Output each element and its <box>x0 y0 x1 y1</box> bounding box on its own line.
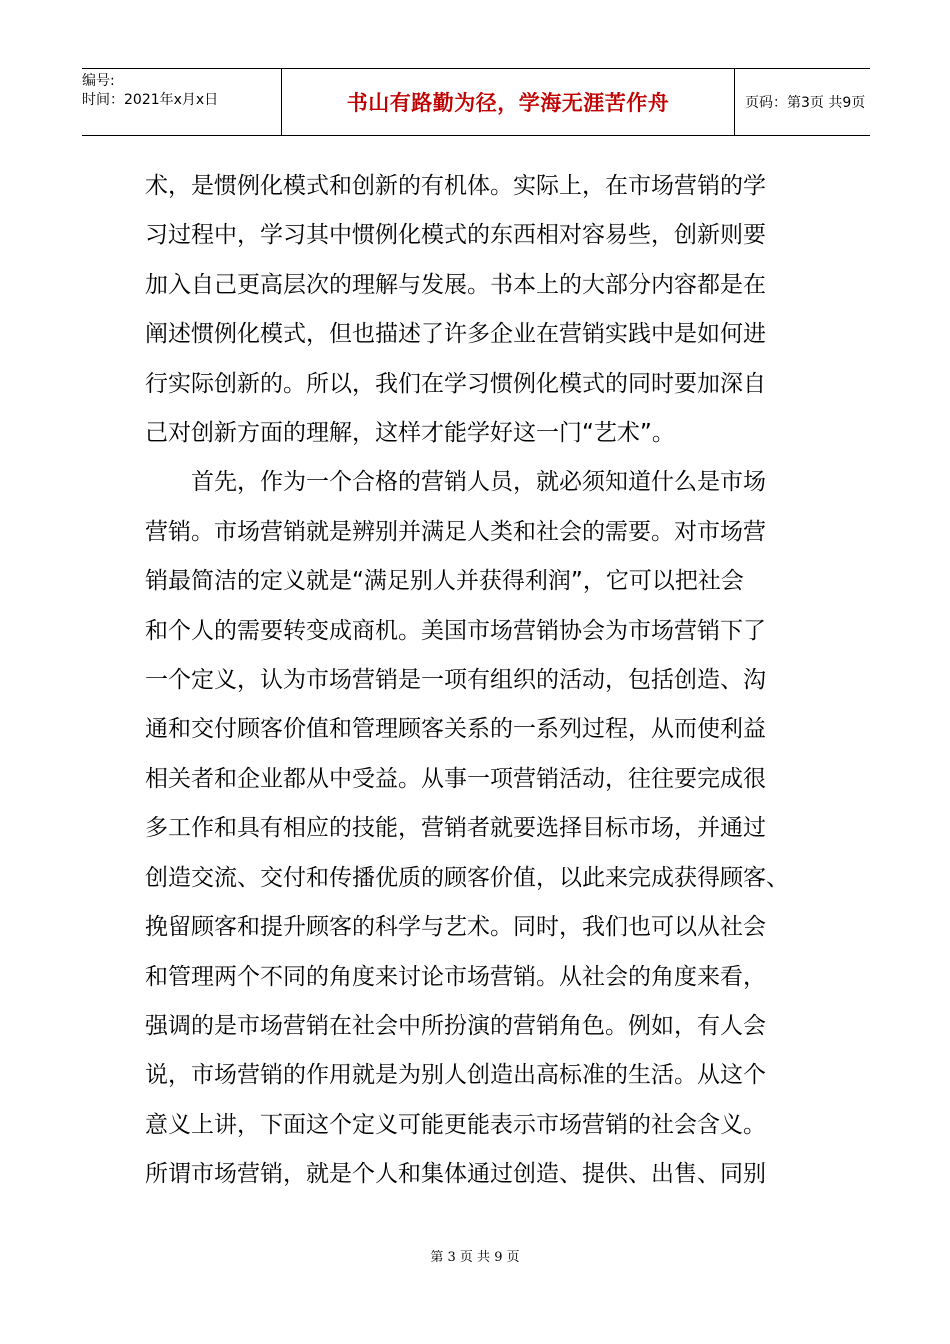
header-page-number: 页码：第3页 共9页 <box>745 95 866 111</box>
document-body <box>145 162 810 1200</box>
text-line: 行实际创新的。所以，我们在学习惯例化模式的同时要加深自 <box>145 370 766 397</box>
text-line: 和管理两个不同的角度来讨论市场营销。从社会的角度来看， <box>145 963 766 990</box>
text-line: 术，是惯例化模式和创新的有机体。实际上，在市场营销的学 <box>145 173 766 199</box>
text-line: 相关者和企业都从中受益。从事一项营销活动，往往要完成很 <box>145 765 766 792</box>
text-line: 阐述惯例化模式，但也描述了许多企业在营销实践中是如何进 <box>145 321 766 348</box>
text-line: 创造交流、交付和传播优质的顾客价值，以此来完成获得顾客、 <box>145 864 789 891</box>
text-line: 首先，作为一个合格的营销人员，就必须知道什么是市场 <box>191 469 766 496</box>
text-line: 所谓市场营销，就是个人和集体通过创造、提供、出售、同别 <box>145 1161 766 1188</box>
text-line: 多工作和具有相应的技能，营销者就要选择目标市场，并通过 <box>145 815 766 842</box>
text-line: 加入自己更高层次的理解与发展。书本上的大部分内容都是在 <box>145 271 766 298</box>
document-number-label: 编号: <box>82 73 115 89</box>
text-line: 和个人的需要转变成商机。美国市场营销协会为市场营销下了 <box>145 617 766 644</box>
footer-page-number: 第 3 页 共 9 页 <box>430 1250 520 1265</box>
text-line: 强调的是市场营销在社会中所扮演的营销角色。例如，有人会 <box>145 1012 766 1039</box>
header-page-cell <box>735 69 870 135</box>
body-paragraph-1 <box>145 162 810 458</box>
header-motto: 书山有路勤为径，学海无涯苦作舟 <box>346 91 670 115</box>
text-line: 己对创新方面的理解，这样才能学好这一门“艺术”。 <box>145 420 675 447</box>
text-line: 意义上讲，下面这个定义可能更能表示市场营销的社会含义。 <box>145 1111 766 1138</box>
text-line: 一个定义，认为市场营销是一项有组织的活动，包括创造、沟 <box>145 667 766 694</box>
header-motto-cell <box>282 69 735 135</box>
text-line: 挽留顾客和提升顾客的科学与艺术。同时，我们也可以从社会 <box>145 914 766 941</box>
page-header <box>82 68 870 136</box>
page-footer <box>0 1246 950 1265</box>
text-line: 营销。市场营销就是辨别并满足人类和社会的需要。对市场营 <box>145 518 766 545</box>
text-line: 销最简洁的定义就是“满足别人并获得利润”，它可以把社会 <box>145 568 744 595</box>
text-line: 说，市场营销的作用就是为别人创造出高标准的生活。从这个 <box>145 1062 766 1089</box>
header-meta-cell <box>82 69 282 135</box>
document-date-label: 时间：2021年x月x日 <box>82 92 219 108</box>
text-line: 习过程中，学习其中惯例化模式的东西相对容易些，创新则要 <box>145 222 766 249</box>
text-line: 通和交付顾客价值和管理顾客关系的一系列过程，从而使利益 <box>145 716 766 743</box>
body-paragraph-2 <box>145 458 810 1199</box>
